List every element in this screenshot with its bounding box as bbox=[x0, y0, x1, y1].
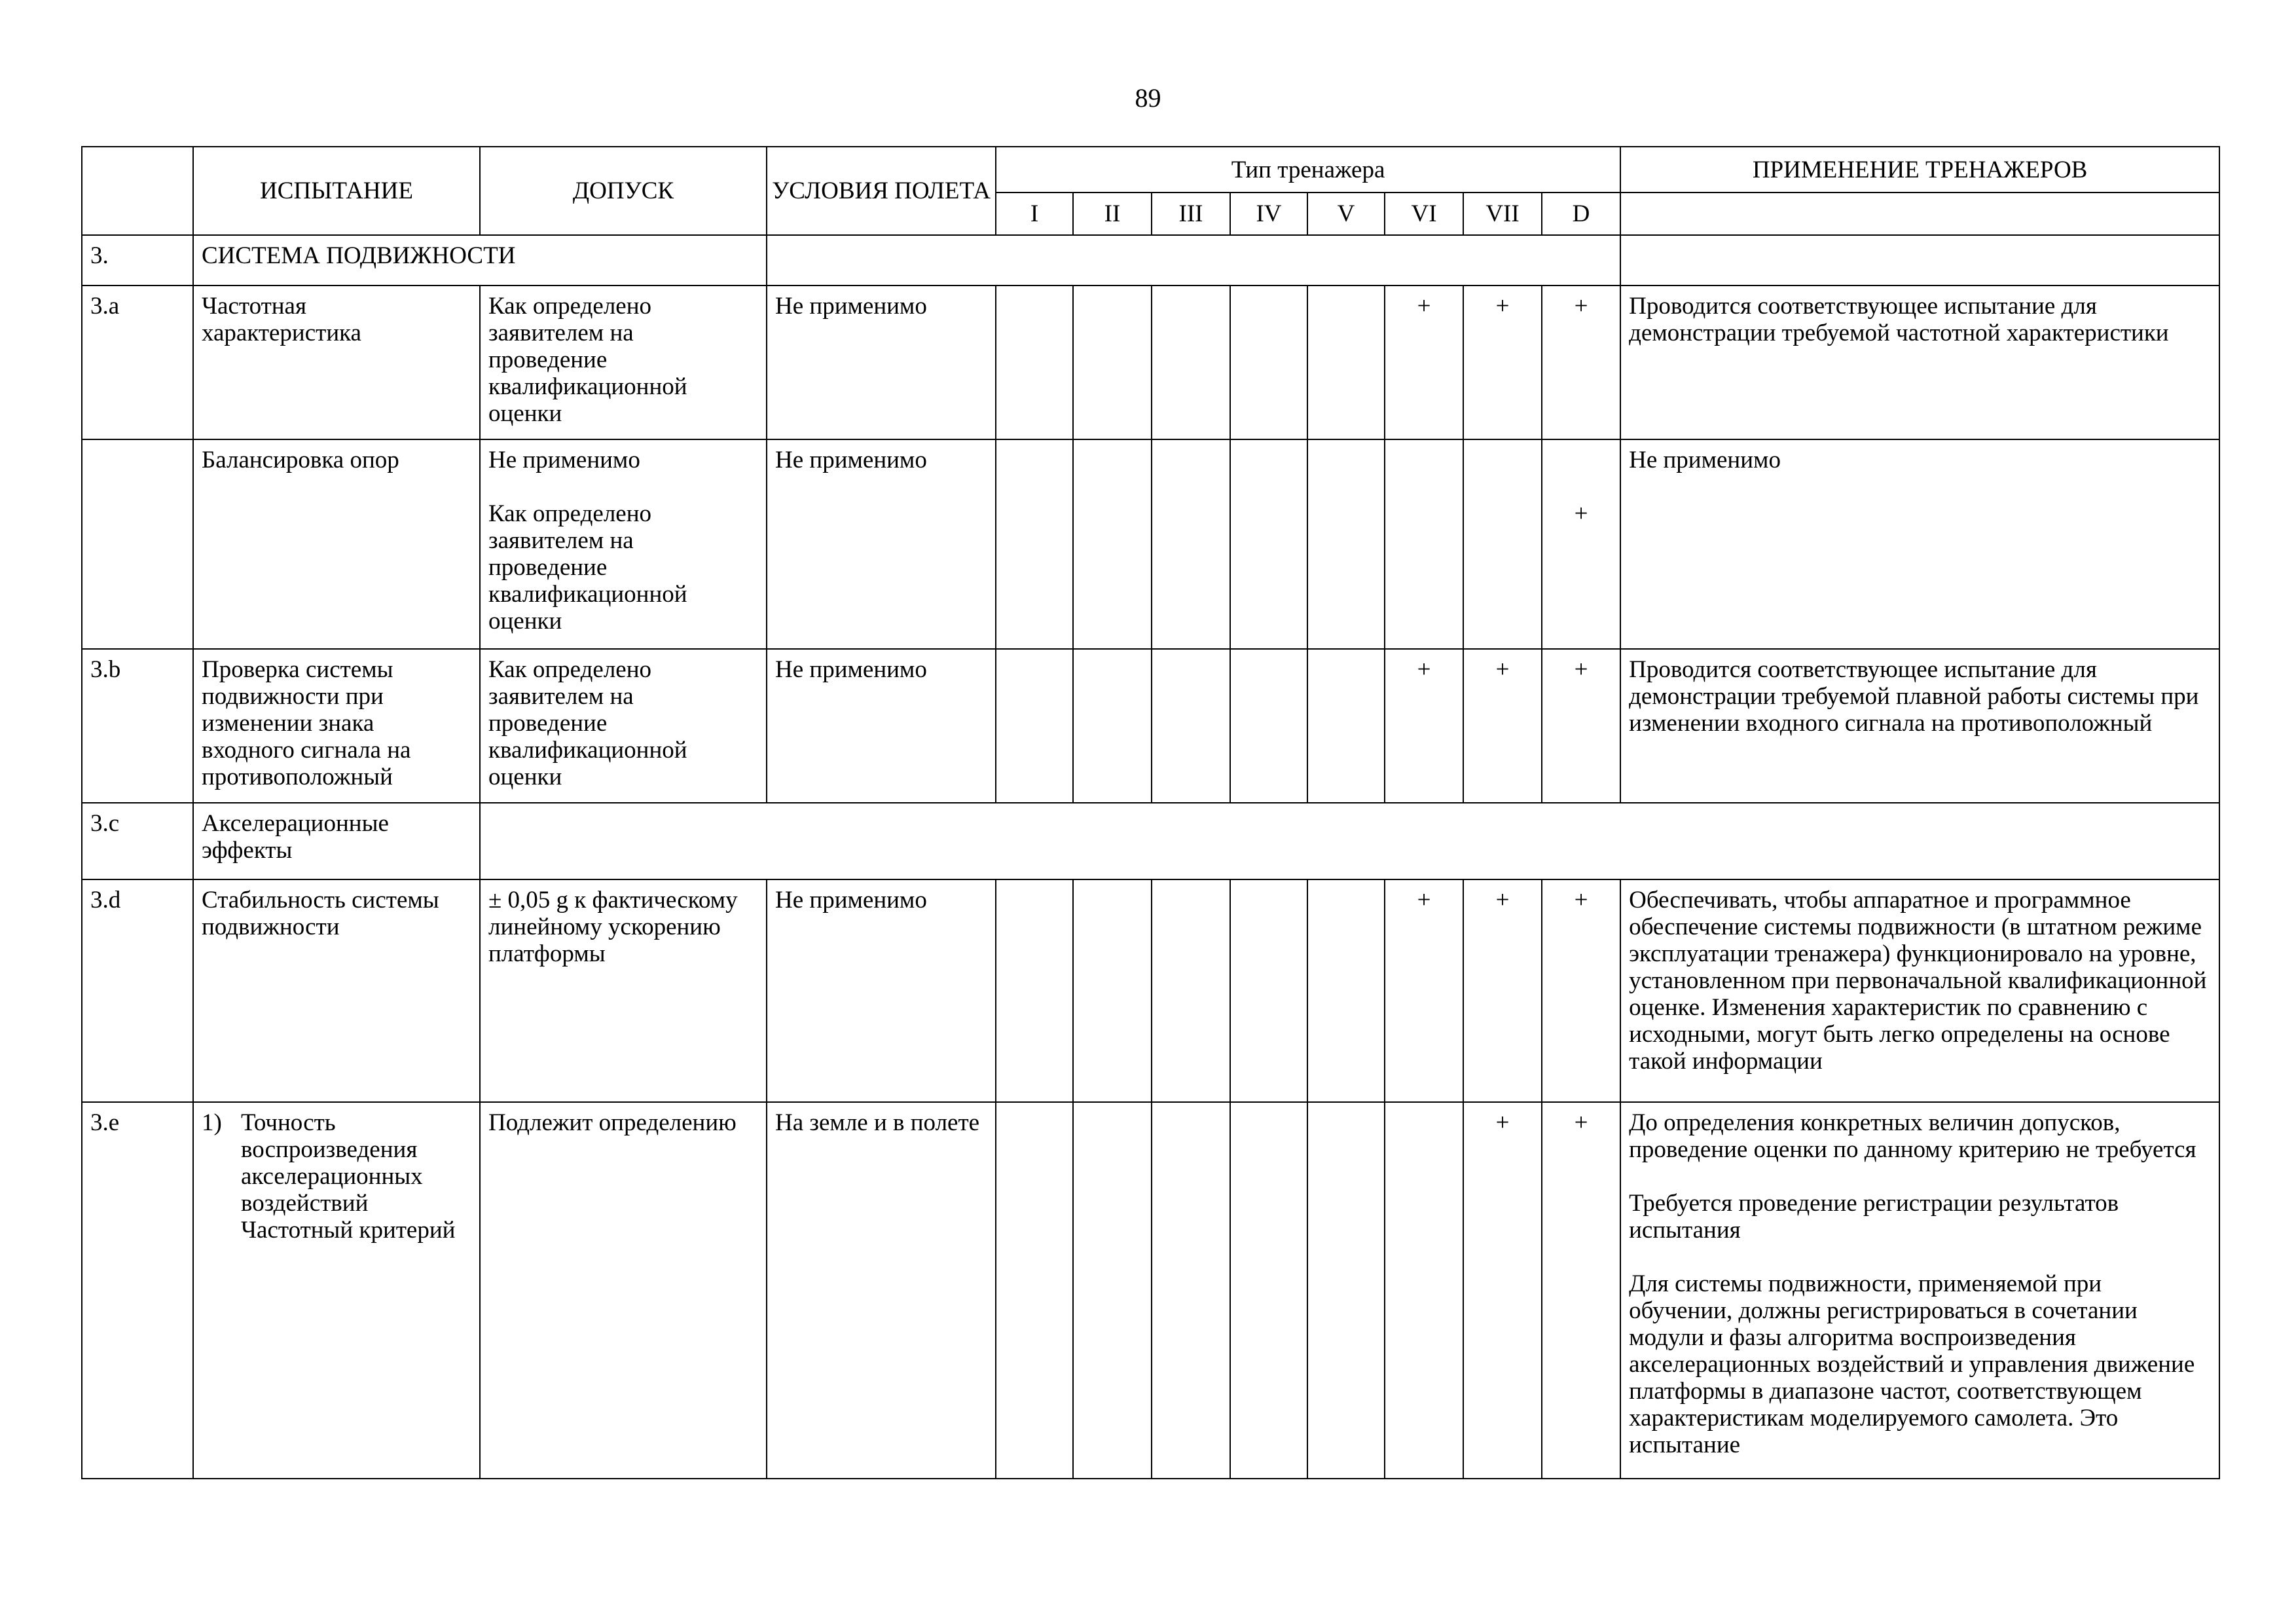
mark-D: + bbox=[1542, 286, 1620, 439]
type-col-II: II bbox=[1073, 193, 1152, 235]
row-blank-span bbox=[480, 803, 2219, 879]
mark-D: + bbox=[1542, 1102, 1620, 1479]
row-application bbox=[1620, 1102, 2219, 1479]
mark-VI: + bbox=[1385, 649, 1463, 803]
mark-II bbox=[1073, 439, 1152, 649]
row-test: Балансировка опор bbox=[193, 439, 480, 649]
row-application: Проводится соответствующее испытание для демонстрации требуемой плавной работы системы при изменении входного сигнала на противоположный bbox=[1620, 649, 2219, 803]
row-test: Акселерационные эффекты bbox=[193, 803, 480, 879]
type-col-I: I bbox=[996, 193, 1073, 235]
application-paragraph-1: До определения конкретных величин допусков, проведение оценки по данному критерию не требуется bbox=[1629, 1109, 2196, 1163]
mark-VI bbox=[1385, 1102, 1463, 1479]
header-application-blank bbox=[1620, 193, 2219, 235]
table-row-3b bbox=[82, 649, 2219, 803]
mark-VII: + bbox=[1463, 286, 1542, 439]
type-col-VII: VII bbox=[1463, 193, 1542, 235]
application-paragraph-3: Для системы подвижности, применяемой при обучении, должны регистрироваться в сочетании модули и фазы алгоритма воспроизведения акселерационных воздействий и управления движение платформы в диапазоне частот, соответствующем характеристикам моделируемого самолета. Это испытание bbox=[1629, 1270, 2195, 1458]
mark-VII: + bbox=[1463, 1102, 1542, 1479]
mark-VI: + bbox=[1385, 879, 1463, 1102]
row-tolerance bbox=[480, 439, 767, 649]
tolerance-line-2: Как определено заявителем на проведение квалификационной оценки bbox=[488, 500, 687, 635]
mark-II bbox=[1073, 1102, 1152, 1479]
numbered-item bbox=[202, 1109, 471, 1244]
mark-VII: + bbox=[1463, 649, 1542, 803]
section-blank bbox=[767, 235, 1620, 286]
table-row-3c bbox=[82, 803, 2219, 879]
type-col-IV: IV bbox=[1230, 193, 1307, 235]
mark-V bbox=[1307, 1102, 1385, 1479]
simulator-test-table bbox=[81, 146, 2220, 1479]
mark-III bbox=[1152, 286, 1230, 439]
item-text: Точность воспроизведения акселерационных воздействий Частотный критерий bbox=[241, 1109, 456, 1244]
table-row-3e bbox=[82, 1102, 2219, 1479]
mark-IV bbox=[1230, 649, 1307, 803]
mark-V bbox=[1307, 649, 1385, 803]
page-number: 89 bbox=[1135, 83, 1161, 113]
mark-IV bbox=[1230, 286, 1307, 439]
row-tolerance: Подлежит определению bbox=[480, 1102, 767, 1479]
row-tolerance: Как определено заявителем на проведение квалификационной оценки bbox=[480, 286, 767, 439]
spacer bbox=[1629, 1244, 2211, 1270]
mark-I bbox=[996, 1102, 1073, 1479]
mark-VII bbox=[1463, 439, 1542, 649]
row-test: Проверка системы подвижности при изменении знака входного сигнала на противоположный bbox=[193, 649, 480, 803]
mark-IV bbox=[1230, 1102, 1307, 1479]
application-paragraph-2: Требуется проведение регистрации результатов испытания bbox=[1629, 1190, 2119, 1244]
mark-II bbox=[1073, 879, 1152, 1102]
mark-I bbox=[996, 649, 1073, 803]
row-tolerance: ± 0,05 g к фактическому линейному ускорению платформы bbox=[480, 879, 767, 1102]
mark-V bbox=[1307, 286, 1385, 439]
type-col-V: V bbox=[1307, 193, 1385, 235]
header-tolerance: ДОПУСК bbox=[480, 147, 767, 235]
section-row bbox=[82, 235, 2219, 286]
row-application: Проводится соответствующее испытание для демонстрации требуемой частотной характеристики bbox=[1620, 286, 2219, 439]
header-application: ПРИМЕНЕНИЕ ТРЕНАЖЕРОВ bbox=[1620, 147, 2219, 193]
row-application: Не применимо bbox=[1620, 439, 2219, 649]
header-test: ИСПЫТАНИЕ bbox=[193, 147, 480, 235]
row-test bbox=[193, 1102, 480, 1479]
table-row-3d bbox=[82, 879, 2219, 1102]
mark-D bbox=[1542, 439, 1620, 649]
type-col-D: D bbox=[1542, 193, 1620, 235]
row-test: Стабильность системы подвижности bbox=[193, 879, 480, 1102]
row-conditions: Не применимо bbox=[767, 439, 996, 649]
header-id-cell bbox=[82, 147, 193, 235]
section-number: 3. bbox=[82, 235, 193, 286]
item-number: 1) bbox=[202, 1109, 222, 1136]
mark-D: + bbox=[1542, 879, 1620, 1102]
mark-II bbox=[1073, 649, 1152, 803]
table-row-3a bbox=[82, 286, 2219, 439]
type-col-VI: VI bbox=[1385, 193, 1463, 235]
spacer bbox=[1544, 447, 1618, 473]
row-application: Обеспечивать, чтобы аппаратное и программное обеспечение системы подвижности (в штатном режиме эксплуатации тренажера) функционировало на уровне, установленном при первоначальной квалификационной оценке. Изменения характеристик по сравнению с исходными, могут быть легко определены на основе такой информации bbox=[1620, 879, 2219, 1102]
mark-III bbox=[1152, 879, 1230, 1102]
header-row-1 bbox=[82, 147, 2219, 193]
section-application-blank bbox=[1620, 235, 2219, 286]
mark-I bbox=[996, 286, 1073, 439]
header-simulator-type: Тип тренажера bbox=[996, 147, 1620, 193]
mark-VI bbox=[1385, 439, 1463, 649]
section-title: СИСТЕМА ПОДВИЖНОСТИ bbox=[193, 235, 767, 286]
spacer bbox=[488, 473, 758, 500]
mark-I bbox=[996, 879, 1073, 1102]
mark-IV bbox=[1230, 879, 1307, 1102]
mark-D-value: + bbox=[1574, 500, 1588, 527]
row-id: 3.a bbox=[82, 286, 193, 439]
row-test: Частотная характеристика bbox=[193, 286, 480, 439]
mark-III bbox=[1152, 1102, 1230, 1479]
tolerance-line-1: Не применимо bbox=[488, 447, 640, 473]
row-id: 3.c bbox=[82, 803, 193, 879]
row-tolerance: Как определено заявителем на проведение квалификационной оценки bbox=[480, 649, 767, 803]
row-id: 3.e bbox=[82, 1102, 193, 1479]
type-col-III: III bbox=[1152, 193, 1230, 235]
table-row-balancing bbox=[82, 439, 2219, 649]
mark-D: + bbox=[1542, 649, 1620, 803]
spacer bbox=[1629, 1163, 2211, 1190]
mark-V bbox=[1307, 879, 1385, 1102]
row-conditions: Не применимо bbox=[767, 649, 996, 803]
mark-I bbox=[996, 439, 1073, 649]
mark-III bbox=[1152, 649, 1230, 803]
spacer bbox=[1544, 473, 1618, 500]
row-conditions: На земле и в полете bbox=[767, 1102, 996, 1479]
mark-V bbox=[1307, 439, 1385, 649]
mark-IV bbox=[1230, 439, 1307, 649]
row-id bbox=[82, 439, 193, 649]
row-id: 3.b bbox=[82, 649, 193, 803]
row-conditions: Не применимо bbox=[767, 879, 996, 1102]
mark-VI: + bbox=[1385, 286, 1463, 439]
mark-II bbox=[1073, 286, 1152, 439]
row-conditions: Не применимо bbox=[767, 286, 996, 439]
row-id: 3.d bbox=[82, 879, 193, 1102]
mark-VII: + bbox=[1463, 879, 1542, 1102]
mark-III bbox=[1152, 439, 1230, 649]
header-conditions: УСЛОВИЯ ПОЛЕТА bbox=[767, 147, 996, 235]
